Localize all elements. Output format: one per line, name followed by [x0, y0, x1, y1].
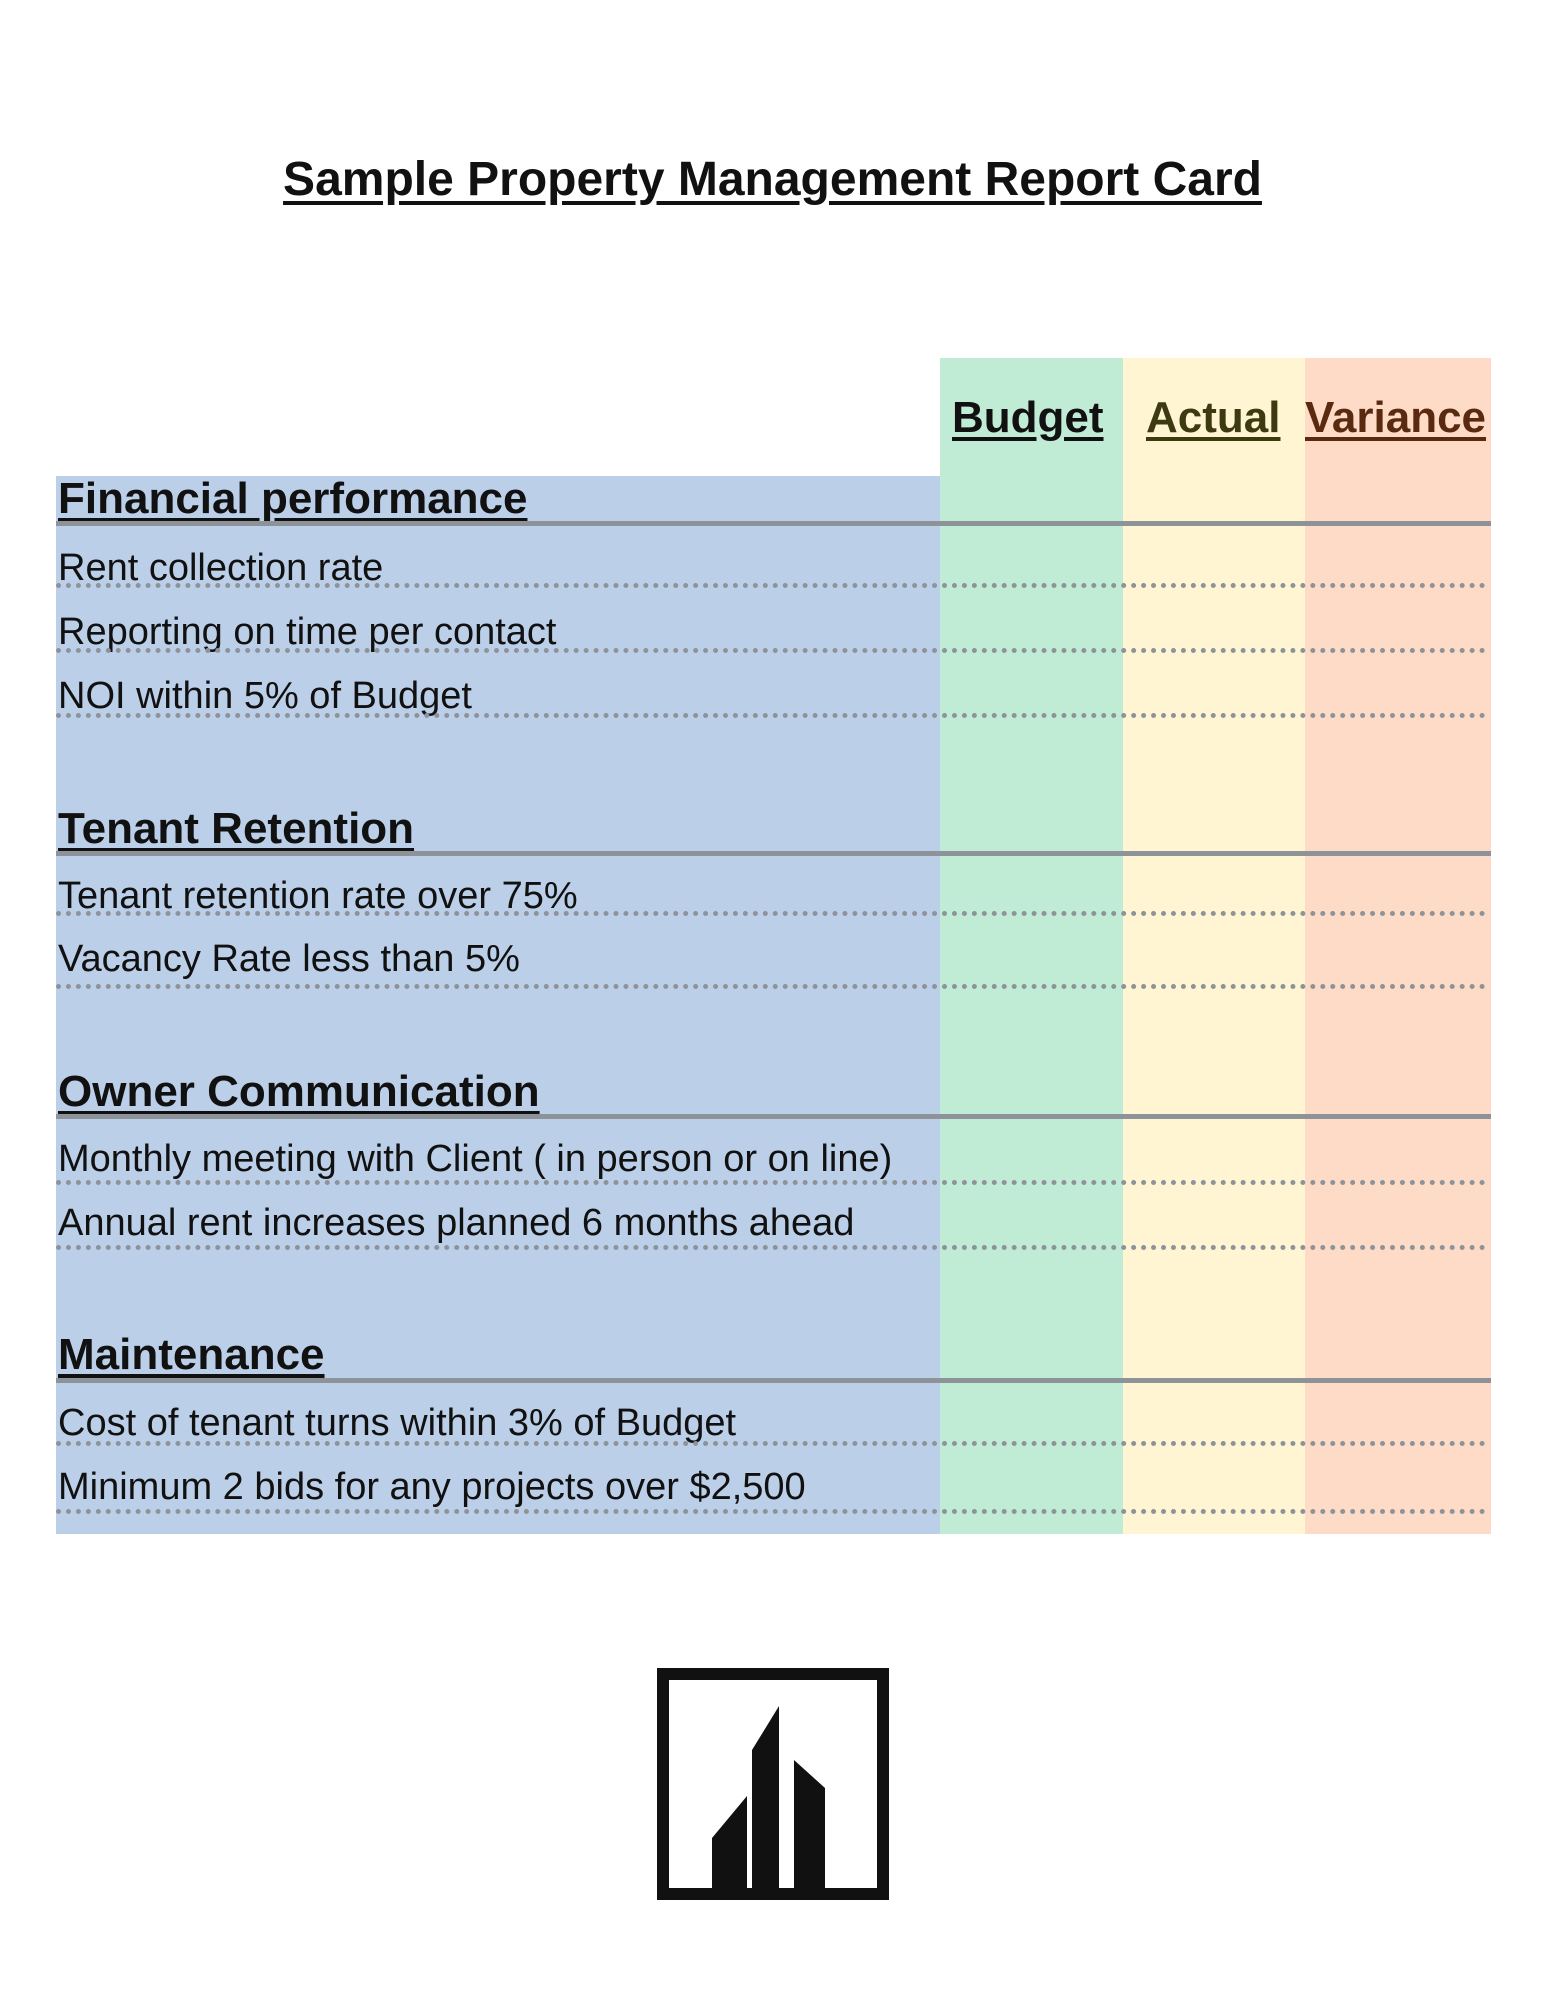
row-divider: [56, 1441, 1486, 1446]
row-divider: [56, 1245, 1486, 1250]
row-divider: [56, 583, 1486, 588]
criteria-item: Minimum 2 bids for any projects over $2,500: [58, 1466, 806, 1508]
section-rule: [56, 1114, 1491, 1119]
actual-column-band: [1123, 358, 1305, 1534]
row-divider: [56, 713, 1486, 718]
variance-column-header: Variance: [1305, 393, 1487, 442]
section-rule: [56, 851, 1491, 856]
criteria-item: Monthly meeting with Client ( in person or on line): [58, 1138, 893, 1180]
section-rule: [56, 521, 1491, 526]
criteria-item: Rent collection rate: [58, 547, 384, 589]
building-logo-icon: [657, 1668, 889, 1900]
criteria-item: Cost of tenant turns within 3% of Budget: [58, 1402, 737, 1444]
row-divider: [56, 911, 1486, 916]
budget-column-band: [940, 358, 1123, 1534]
criteria-item: Tenant retention rate over 75%: [58, 875, 578, 917]
row-divider: [56, 648, 1486, 653]
row-divider: [56, 1509, 1486, 1514]
section-heading-financial-performance: Financial performance: [58, 474, 528, 523]
criteria-item: NOI within 5% of Budget: [58, 675, 472, 717]
section-heading-tenant-retention: Tenant Retention: [58, 804, 415, 853]
page-title: Sample Property Management Report Card: [283, 153, 1262, 206]
criteria-item: Reporting on time per contact: [58, 611, 557, 653]
section-heading-owner-communication: Owner Communication: [58, 1067, 540, 1116]
budget-column-header: Budget: [952, 393, 1104, 442]
criteria-item: Vacancy Rate less than 5%: [58, 938, 520, 980]
actual-column-header: Actual: [1146, 393, 1281, 442]
section-rule: [56, 1378, 1491, 1383]
row-divider: [56, 984, 1486, 989]
row-divider: [56, 1180, 1486, 1185]
variance-column-band: [1305, 358, 1491, 1534]
section-heading-maintenance: Maintenance: [58, 1330, 325, 1379]
criteria-item: Annual rent increases planned 6 months ahead: [58, 1202, 855, 1244]
